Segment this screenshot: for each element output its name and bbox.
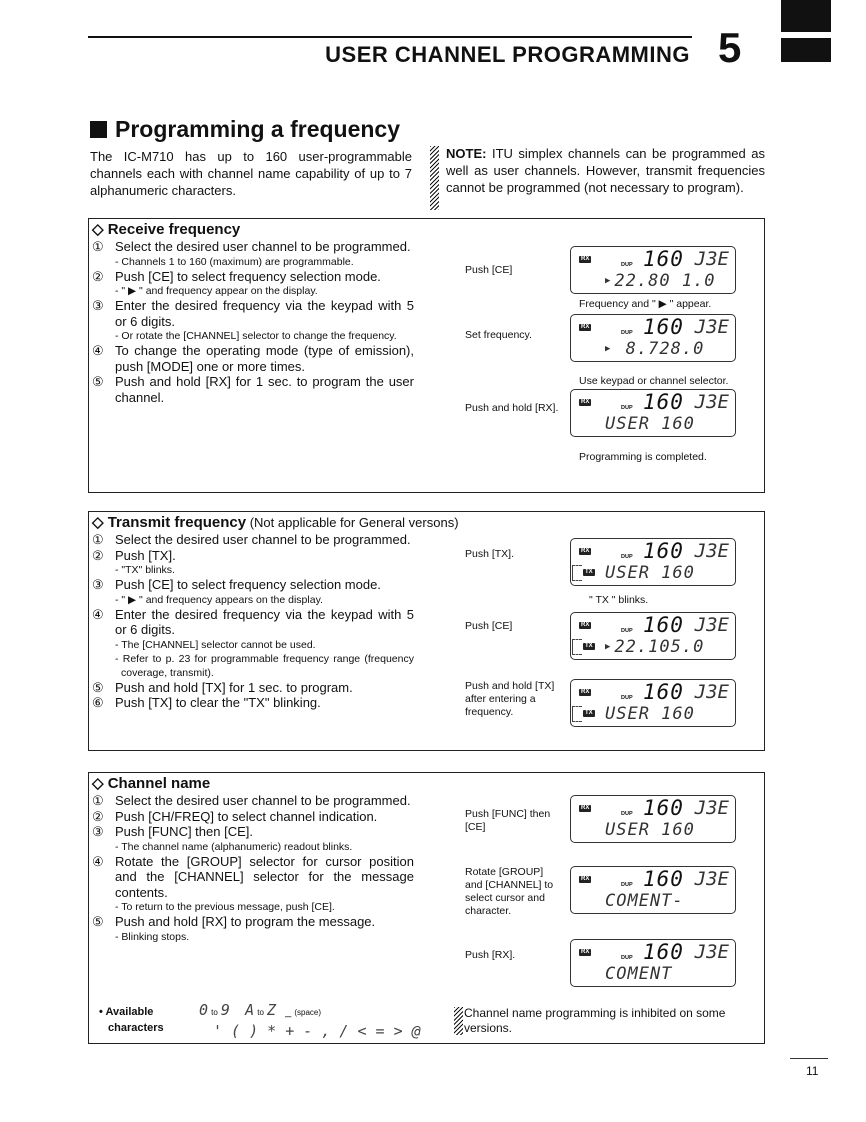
receive-frequency-box bbox=[88, 218, 765, 493]
display-readout bbox=[605, 705, 695, 724]
display-readout bbox=[605, 821, 695, 840]
step-text: Push and hold [TX] for 1 sec. to program. bbox=[115, 679, 353, 695]
step bbox=[92, 269, 414, 285]
channel-name-box bbox=[88, 772, 765, 1044]
step-text: Push [CH/FREQ] to select channel indication. bbox=[115, 808, 378, 824]
label-line: • Available bbox=[99, 1006, 154, 1018]
channel-number: 160 bbox=[643, 390, 684, 414]
rx-indicator-icon: RX bbox=[581, 622, 590, 628]
step-number: ② bbox=[92, 547, 104, 563]
step bbox=[92, 532, 414, 548]
step-note: - Refer to p. 23 for programmable frequency range (frequency coverage, transmit). bbox=[115, 652, 414, 679]
display-instruction: Rotate [GROUP] and [CHANNEL] to select cursor and character. bbox=[465, 866, 554, 917]
step-number: ④ bbox=[92, 853, 104, 869]
mode-readout: J3E bbox=[694, 681, 729, 703]
lcd-display bbox=[570, 939, 736, 987]
rx-indicator-icon: RX bbox=[581, 256, 590, 262]
lcd-display bbox=[570, 246, 736, 294]
note-label: NOTE: bbox=[446, 146, 487, 161]
dup-indicator: DUP bbox=[621, 695, 633, 701]
display-caption: " TX " blinks. bbox=[589, 594, 649, 606]
display-caption: Programming is completed. bbox=[579, 451, 707, 463]
step-number: ③ bbox=[92, 824, 104, 839]
rx-indicator-icon: RX bbox=[581, 876, 590, 882]
dup-indicator: DUP bbox=[621, 628, 633, 634]
step bbox=[92, 577, 414, 593]
note bbox=[440, 145, 765, 196]
channel-number: 160 bbox=[643, 796, 684, 820]
mode-readout: J3E bbox=[694, 391, 729, 413]
display-readout bbox=[605, 892, 684, 911]
play-arrow-icon: ▶ bbox=[605, 642, 612, 652]
readout-text: COMENT bbox=[605, 964, 673, 984]
symbol-samples: ' ( ) * + - , / < = > @ bbox=[213, 1022, 421, 1040]
readout-text: USER 160 bbox=[605, 563, 695, 583]
display-instruction: Push [TX]. bbox=[465, 548, 515, 560]
lcd-display bbox=[570, 679, 736, 727]
step bbox=[92, 374, 414, 405]
step-number: ② bbox=[92, 808, 104, 824]
channel-number: 160 bbox=[643, 680, 684, 704]
lcd-display bbox=[570, 866, 736, 914]
step-text: Enter the desired frequency via the keypad with 5 or 6 digits. bbox=[115, 298, 414, 329]
step bbox=[92, 793, 414, 809]
readout-text: COMENT- bbox=[605, 891, 684, 911]
blink-rays-icon bbox=[572, 639, 582, 655]
step bbox=[92, 914, 414, 930]
section-heading bbox=[90, 116, 400, 143]
box-title bbox=[92, 775, 210, 792]
step-text: Push [TX] to clear the "TX" blinking. bbox=[115, 695, 321, 710]
note-hatch-icon bbox=[430, 146, 439, 210]
step-number: ① bbox=[92, 793, 104, 808]
label-line: characters bbox=[108, 1022, 164, 1034]
tx-indicator-icon: TX bbox=[585, 710, 593, 716]
box-title-text: ◇ Channel name bbox=[92, 775, 211, 792]
step-number: ⑥ bbox=[92, 695, 104, 710]
char-sample: Z bbox=[266, 1001, 276, 1019]
space-label: (space) bbox=[294, 1008, 322, 1017]
lcd-display bbox=[570, 538, 736, 586]
rx-indicator-icon: RX bbox=[581, 399, 590, 405]
char-sample: 9 bbox=[220, 1001, 230, 1019]
display-instruction: Push and hold [RX]. bbox=[465, 402, 559, 414]
step-number: ③ bbox=[92, 298, 104, 313]
step bbox=[92, 809, 414, 825]
available-characters-label bbox=[99, 1004, 164, 1036]
play-arrow-icon: ▶ bbox=[605, 344, 612, 354]
display-instruction: Push [FUNC] then [CE] bbox=[465, 808, 551, 833]
step-number: ④ bbox=[92, 343, 104, 358]
rx-indicator-icon: RX bbox=[581, 805, 590, 811]
step-number: ② bbox=[92, 268, 104, 284]
steps-list bbox=[92, 793, 414, 944]
step-text: Enter the desired frequency via the keypad with 5 or 6 digits. bbox=[115, 606, 414, 637]
step-number: ⑤ bbox=[92, 914, 104, 929]
step-note: - " ▶ " and frequency appear on the display. bbox=[115, 285, 318, 297]
dup-indicator: DUP bbox=[621, 405, 633, 411]
channel-number: 160 bbox=[643, 247, 684, 271]
step-note: - "TX" blinks. bbox=[115, 564, 175, 576]
display-instruction: Push [CE] bbox=[465, 620, 513, 632]
display-readout bbox=[605, 272, 716, 291]
step-note: - To return to the previous message, push [CE]. bbox=[115, 901, 335, 913]
display-readout bbox=[605, 340, 704, 359]
footnote-text: Channel name programming is inhibited on some versions. bbox=[464, 1006, 726, 1035]
readout-text: USER 160 bbox=[605, 414, 695, 434]
step-number: ⑤ bbox=[92, 679, 104, 695]
dup-indicator: DUP bbox=[621, 955, 633, 961]
lcd-display bbox=[570, 389, 736, 437]
channel-name-footnote bbox=[454, 1006, 764, 1036]
chapter-title: USER CHANNEL PROGRAMMING bbox=[325, 42, 690, 67]
mode-readout: J3E bbox=[694, 868, 729, 890]
footer-rule bbox=[790, 1058, 828, 1059]
step-note: - Or rotate the [CHANNEL] selector to change the frequency. bbox=[115, 330, 397, 342]
display-caption: Use keypad or channel selector. bbox=[579, 375, 729, 387]
available-characters bbox=[199, 1001, 421, 1042]
mode-readout: J3E bbox=[694, 316, 729, 338]
step-text: Rotate the [GROUP] selector for cursor position and the [CHANNEL] selector for the message contents. bbox=[115, 853, 414, 900]
page-number: 11 bbox=[806, 1064, 819, 1078]
chapter-tab-marker bbox=[781, 0, 831, 32]
step-number: ④ bbox=[92, 606, 104, 622]
step bbox=[92, 695, 414, 711]
channel-number: 160 bbox=[643, 315, 684, 339]
rx-indicator-icon: RX bbox=[581, 548, 590, 554]
lcd-display bbox=[570, 612, 736, 660]
box-title-text: ◇ Receive frequency bbox=[92, 221, 241, 238]
step-text: Push [CE] to select frequency selection mode. bbox=[115, 268, 381, 284]
chapter-number: 5 bbox=[718, 24, 742, 71]
display-readout bbox=[605, 965, 672, 984]
steps-list bbox=[92, 532, 414, 711]
step-text: Select the desired user channel to be programmed. bbox=[115, 532, 411, 547]
steps-list bbox=[92, 239, 414, 405]
mode-readout: J3E bbox=[694, 614, 729, 636]
step-text: Push [CE] to select frequency selection mode. bbox=[115, 577, 381, 592]
step bbox=[92, 298, 414, 329]
mode-readout: J3E bbox=[694, 540, 729, 562]
step-text: Push and hold [RX] to program the message. bbox=[115, 914, 376, 929]
dup-indicator: DUP bbox=[621, 262, 633, 268]
dup-indicator: DUP bbox=[621, 554, 633, 560]
note-hatch-icon bbox=[454, 1007, 463, 1035]
display-readout bbox=[605, 638, 704, 657]
tx-indicator-icon: TX bbox=[585, 569, 593, 575]
rx-indicator-icon: RX bbox=[581, 689, 590, 695]
display-instruction: Push and hold [TX] after entering a frequency. bbox=[465, 680, 555, 718]
section-heading-text: Programming a frequency bbox=[115, 116, 401, 142]
header-rule bbox=[88, 36, 692, 38]
blink-rays-icon bbox=[572, 706, 582, 722]
box-title-text: ◇ Transmit frequency bbox=[92, 514, 247, 531]
step bbox=[92, 680, 414, 696]
dup-indicator: DUP bbox=[621, 882, 633, 888]
channel-number: 160 bbox=[643, 940, 684, 964]
tx-indicator-icon: TX bbox=[585, 643, 593, 649]
readout-text: 22.80 1.0 bbox=[614, 271, 716, 291]
display-readout bbox=[605, 415, 695, 434]
note-text: ITU simplex channels can be programmed as well as user channels. However, transmit frequencies cannot be programmed (not necessary to program). bbox=[446, 146, 765, 195]
display-readout bbox=[605, 564, 695, 583]
chapter-tab-marker bbox=[781, 38, 831, 62]
step-text: Push [TX]. bbox=[115, 547, 176, 563]
display-instruction: Push [CE] bbox=[465, 264, 513, 276]
blink-rays-icon bbox=[572, 565, 582, 581]
mode-readout: J3E bbox=[694, 797, 729, 819]
step bbox=[92, 239, 414, 255]
rx-indicator-icon: RX bbox=[581, 949, 590, 955]
lcd-display bbox=[570, 795, 736, 843]
square-bullet-icon bbox=[90, 121, 107, 138]
step bbox=[92, 548, 414, 564]
display-instruction: Push [RX]. bbox=[465, 949, 516, 961]
step-text: Select the desired user channel to be programmed. bbox=[115, 793, 411, 808]
step bbox=[92, 607, 414, 638]
step-note: - Blinking stops. bbox=[115, 930, 190, 943]
intro-paragraph: The IC-M710 has up to 160 user-programmable channels each with channel name capability of up to 7 alphanumeric characters. bbox=[90, 149, 412, 198]
step bbox=[92, 824, 414, 840]
step-text: To change the operating mode (type of emission), push [MODE] one or more times. bbox=[115, 343, 414, 374]
display-caption: Frequency and " ▶ " appear. bbox=[579, 298, 712, 310]
step-text: Push and hold [RX] for 1 sec. to program the user channel. bbox=[115, 374, 414, 405]
step bbox=[92, 343, 414, 374]
readout-text: 8.728.0 bbox=[614, 339, 705, 359]
to-text: to bbox=[257, 1008, 264, 1017]
readout-text: USER 160 bbox=[605, 820, 695, 840]
channel-number: 160 bbox=[643, 867, 684, 891]
step-number: ⑤ bbox=[92, 374, 104, 389]
step-number: ① bbox=[92, 239, 104, 254]
step-number: ① bbox=[92, 532, 104, 547]
char-sample: 0 bbox=[199, 1001, 209, 1019]
box-subtitle: (Not applicable for General versons) bbox=[246, 515, 459, 530]
char-sample: _ bbox=[285, 1006, 292, 1018]
play-arrow-icon: ▶ bbox=[605, 276, 612, 286]
char-sample: A bbox=[245, 1001, 255, 1019]
to-text: to bbox=[211, 1008, 218, 1017]
channel-number: 160 bbox=[643, 539, 684, 563]
step-note: - " ▶ " and frequency appears on the display. bbox=[115, 593, 323, 606]
readout-text: 22.105.0 bbox=[614, 637, 705, 657]
readout-text: USER 160 bbox=[605, 704, 695, 724]
mode-readout: J3E bbox=[694, 941, 729, 963]
step bbox=[92, 854, 414, 901]
step-text: Select the desired user channel to be programmed. bbox=[115, 239, 411, 254]
rx-indicator-icon: RX bbox=[581, 324, 590, 330]
box-title bbox=[92, 221, 240, 238]
dup-indicator: DUP bbox=[621, 811, 633, 817]
display-instruction: Set frequency. bbox=[465, 329, 532, 341]
step-note: - The channel name (alphanumeric) readout blinks. bbox=[115, 840, 353, 853]
channel-number: 160 bbox=[643, 613, 684, 637]
step-note: - The [CHANNEL] selector cannot be used. bbox=[115, 638, 316, 651]
mode-readout: J3E bbox=[694, 248, 729, 270]
step-note: - Channels 1 to 160 (maximum) are programmable. bbox=[115, 255, 354, 268]
step-text: Push [FUNC] then [CE]. bbox=[115, 824, 253, 839]
step-number: ③ bbox=[92, 577, 104, 592]
box-title bbox=[92, 514, 459, 531]
lcd-display bbox=[570, 314, 736, 362]
dup-indicator: DUP bbox=[621, 330, 633, 336]
transmit-frequency-box bbox=[88, 511, 765, 751]
